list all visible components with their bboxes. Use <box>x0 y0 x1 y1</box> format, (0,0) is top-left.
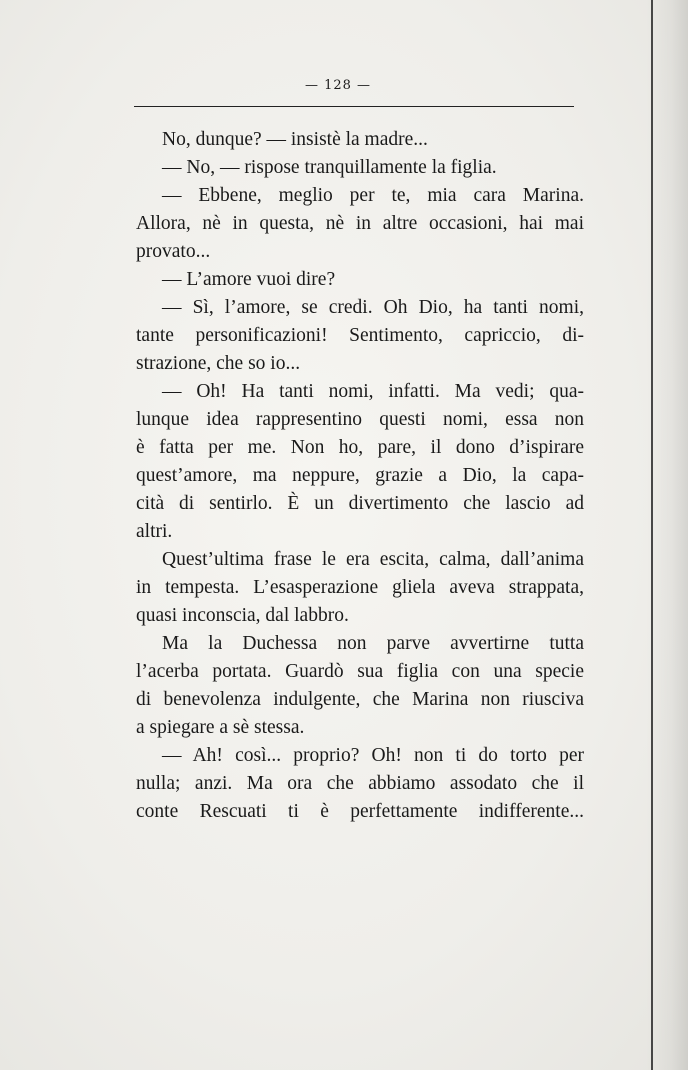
page-number: — 128 — <box>304 78 372 93</box>
text-line: a spiegare a sè stessa. <box>136 717 305 738</box>
text-line: quest’amore, ma neppure, grazie a Dio, la capa- <box>136 465 584 486</box>
text-line: l’acerba portata. Guardò sua figlia con una specie <box>136 661 584 682</box>
text-line: — Oh! Ha tanti nomi, infatti. Ma vedi; qua- <box>162 381 584 402</box>
text-line: Ma la Duchessa non parve avvertirne tutta <box>162 633 584 654</box>
text-line: nulla; anzi. Ma ora che abbiamo assodato che il <box>136 773 584 794</box>
text-line: — L’amore vuoi dire? <box>162 269 336 290</box>
text-line: lunque idea rappresentino questi nomi, essa non <box>136 409 584 430</box>
text-line: Quest’ultima frase le era escita, calma, dall’anima <box>162 549 584 570</box>
text-line: di benevolenza indulgente, che Marina non riusciva <box>136 689 584 710</box>
text-line: in tempesta. L’esasperazione gliela aveva strappata, <box>136 577 584 598</box>
text-line: — Ah! così... proprio? Oh! non ti do torto per <box>162 745 584 766</box>
text-line: cità di sentirlo. È un divertimento che lascio ad <box>136 493 584 514</box>
text-line: provato... <box>136 241 211 262</box>
text-line: quasi inconscia, dal labbro. <box>136 605 349 626</box>
text-line: altri. <box>136 521 173 542</box>
text-line: tante personificazioni! Sentimento, capriccio, di- <box>136 325 584 346</box>
text-line: — Sì, l’amore, se credi. Oh Dio, ha tanti nomi, <box>162 297 584 318</box>
text-line: conte Rescuati ti è perfettamente indifferente... <box>136 801 584 822</box>
text-line: No, dunque? — insistè la madre... <box>162 129 428 150</box>
text-line: Allora, nè in questa, nè in altre occasioni, hai mai <box>136 213 584 234</box>
text-line: — No, — rispose tranquillamente la figlia. <box>162 157 497 178</box>
page-edge-line <box>651 0 653 1070</box>
text-line: — Ebbene, meglio per te, mia cara Marina. <box>162 185 584 206</box>
header-rule <box>134 106 574 107</box>
text-line: strazione, che so io... <box>136 353 301 374</box>
body-text <box>136 126 584 826</box>
text-line: è fatta per me. Non ho, pare, il dono d’ispirare <box>136 437 584 458</box>
